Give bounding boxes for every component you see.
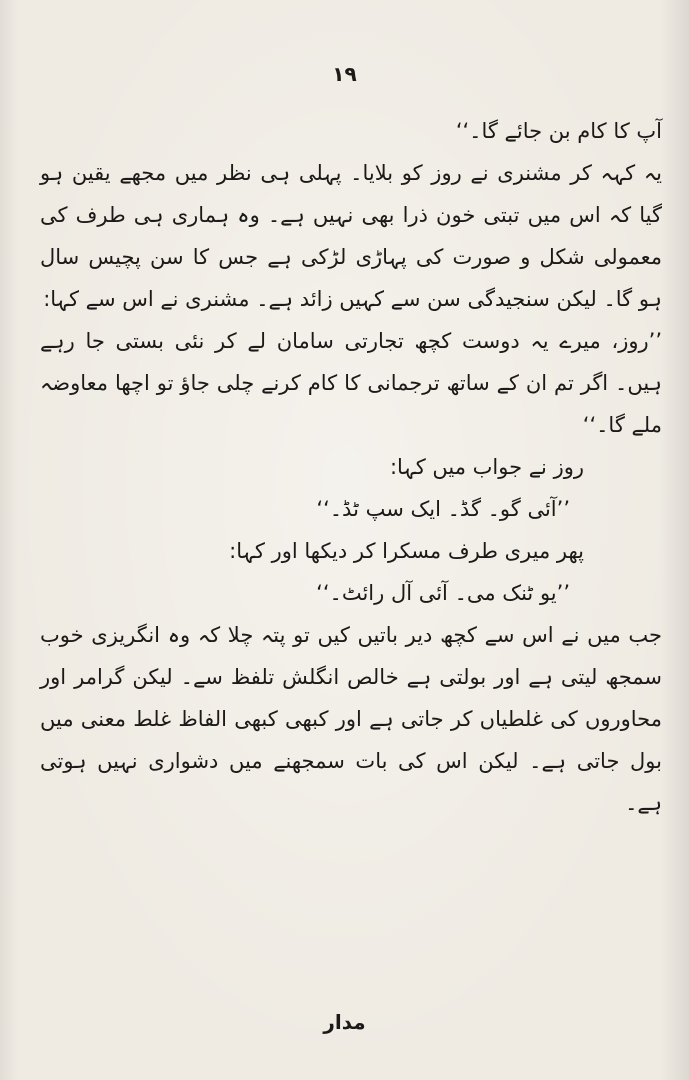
paragraph-6: پھر میری طرف مسکرا کر دیکھا اور کہا:: [229, 539, 584, 563]
page-number: ۱۹: [332, 62, 357, 86]
paragraph-3-quote: ’’روز، میرے یہ دوست کچھ تجارتی سامان لے کر نئی بستی جا رہے ہیں۔ اگر تم ان کے ساتھ ترجمانی کا کام کرنے چلی جاؤ تو اچھا معاوضہ ملے گا۔‘‘: [40, 329, 662, 437]
paragraph-8: جب میں نے اس سے کچھ دیر باتیں کیں تو پتہ چلا کہ وہ انگریزی خوب سمجھ لیتی ہے اور بولتی ہے خالص انگلش تلفظ سے۔ لیکن گرامر اور محاوروں کی غلطیاں کر جاتی ہے اور کبھی کبھی الفاظ غلط معنی میں بول جاتی ہے۔ لیکن اس کی بات سمجھنے میں دشواری نہیں ہوتی ہے۔: [40, 623, 662, 815]
body-text: [40, 110, 662, 824]
paragraph-5-quote: ’’آئی گو۔ گڈ۔ ایک سپ ٹڈ۔‘‘: [316, 497, 570, 521]
paragraph-2: یہ کہہ کر مشنری نے روز کو بلایا۔ پہلی ہی نظر میں مجھے یقین ہو گیا کہ اس میں تبتی خون ذرا بھی نہیں ہے۔ وہ ہماری ہی طرف کی معمولی شکل و صورت کی پہاڑی لڑکی ہے جس کا سن پچیس سال ہو گا۔ لیکن سنجیدگی سن سے کہیں زائد ہے۔ مشنری نے اس سے کہا:: [40, 161, 662, 311]
paragraph-4: روز نے جواب میں کہا:: [389, 455, 584, 479]
footer-title: مدار: [323, 1010, 366, 1034]
paragraph-1: آپ کا کام بن جائے گا۔‘‘: [455, 119, 662, 143]
paragraph-7-quote: ’’یو ٹنک می۔ آئی آل رائٹ۔‘‘: [316, 581, 570, 605]
